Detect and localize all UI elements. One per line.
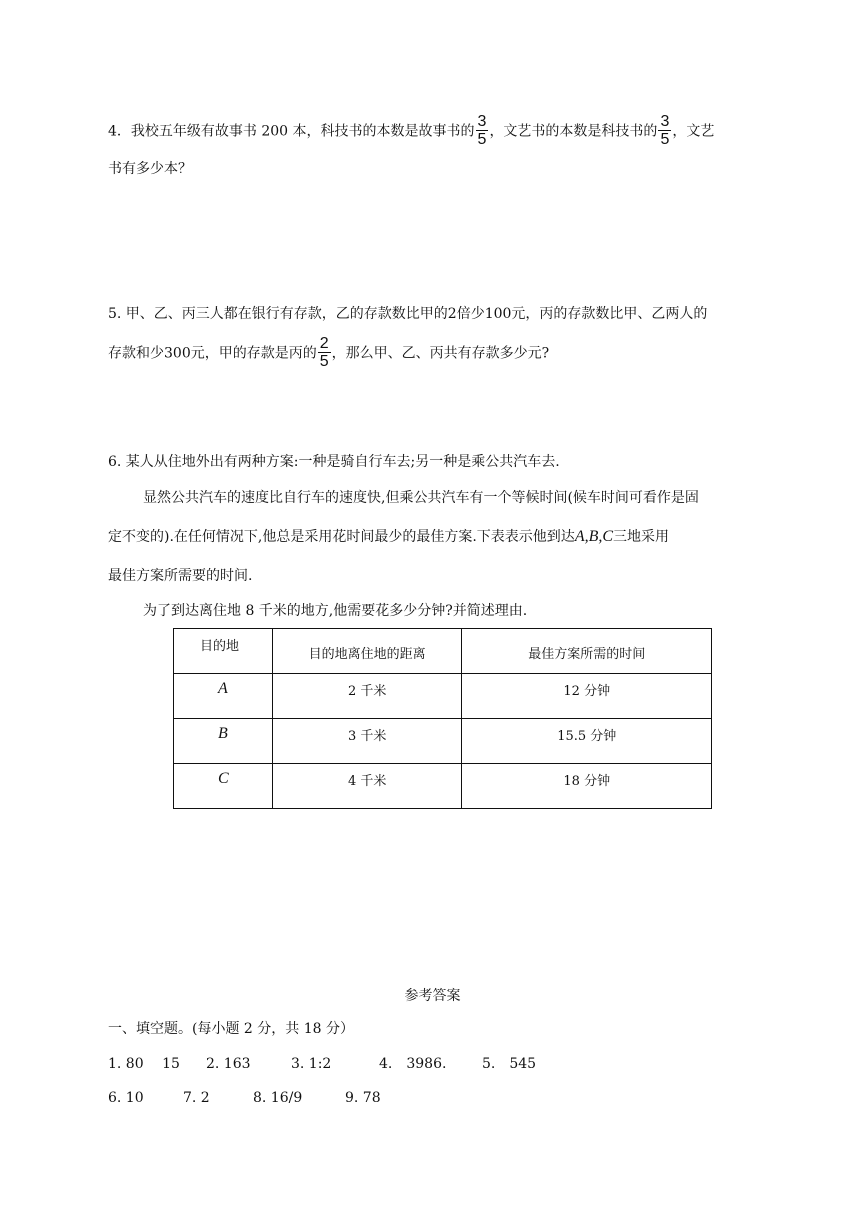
fraction-numerator: 2: [319, 335, 329, 352]
fraction-numerator: 3: [660, 113, 670, 130]
answer-item: 8. 16/9: [253, 1090, 303, 1106]
destination-label: B: [218, 725, 228, 742]
question-4-line-1: [108, 113, 714, 153]
table-cell: [462, 674, 712, 719]
time-value: 15.5 分钟: [557, 729, 617, 744]
answer-item: 5. 545: [482, 1056, 537, 1072]
q4-text-part1: 4．我校五年级有故事书 200 本，科技书的本数是故事书的: [108, 123, 475, 140]
question-6-line-1: 6. 某人从住地外出有两种方案:一种是骑自行车去;另一种是乘公共汽车去.: [108, 454, 560, 470]
answers-section-1-heading: 一、填空题。(每小题 2 分，共 18 分）: [108, 1021, 354, 1037]
answer-item: 9. 78: [345, 1090, 381, 1106]
table-row: [174, 674, 712, 719]
question-4-line-2: 书有多少本？: [108, 161, 192, 177]
fraction-3-5: [476, 113, 489, 148]
time-value: 18 分钟: [563, 774, 611, 789]
fraction-denominator: 5: [660, 131, 670, 148]
fraction-3-5-second: [658, 113, 671, 148]
table-header-cell: [462, 629, 712, 674]
distance-time-table: [173, 628, 712, 809]
fraction-denominator: 5: [477, 131, 487, 148]
table-cell: [174, 674, 273, 719]
table-header-cell: [272, 629, 462, 674]
distance-value: 3 千米: [347, 729, 387, 744]
distance-value: 4 千米: [347, 774, 387, 789]
q6-place-variables: A,B,C: [574, 528, 614, 545]
table-cell: [462, 719, 712, 764]
q5-text-part2: ，那么甲、乙、丙共有存款多少元?: [331, 345, 550, 362]
table-cell: [462, 764, 712, 809]
table-row: [174, 764, 712, 809]
distance-value: 2 千米: [347, 684, 387, 699]
table-cell: [174, 719, 273, 764]
time-value: 12 分钟: [563, 684, 611, 699]
question-6-line-4: 最佳方案所需要的时间.: [108, 568, 253, 584]
fraction-numerator: 3: [477, 113, 487, 130]
header-destination: 目的地: [200, 639, 240, 654]
table-row: [174, 719, 712, 764]
question-6-line-5: 为了到达离住地 8 千米的地方,他需要花多少分钟?并简述理由.: [143, 603, 528, 619]
question-6-line-3: [108, 527, 669, 547]
destination-label: A: [218, 680, 228, 697]
answer-item: 6. 10: [108, 1090, 144, 1106]
answer-item: 2. 163: [206, 1056, 251, 1072]
answer-item: 4. 3986.: [379, 1056, 447, 1072]
answer-item: 3. 1:2: [291, 1056, 332, 1072]
q6-line3-text-b: 三地采用: [613, 529, 670, 545]
fraction-2-5: [318, 335, 331, 370]
q5-text-part1: 存款和少300元，甲的存款是丙的: [108, 345, 317, 362]
header-best-time: 最佳方案所需的时间: [528, 647, 646, 662]
answer-item: 1. 80 15: [108, 1056, 180, 1072]
table-cell: [272, 764, 462, 809]
destination-label: C: [218, 770, 229, 787]
header-distance: 目的地离住地的距离: [308, 647, 426, 662]
table-header-row: [174, 629, 712, 674]
q4-text-part3: ，文艺: [672, 123, 715, 140]
answers-title: 参考答案: [404, 988, 461, 1004]
question-6-line-2: 显然公共汽车的速度比自行车的速度快,但乘公共汽车有一个等候时间(候车时间可看作是固: [143, 490, 699, 506]
question-5-line-1: 5. 甲、乙、丙三人都在银行有存款，乙的存款数比甲的2倍少100元，丙的存款数比甲、乙两人的: [108, 306, 708, 322]
table-cell: [272, 674, 462, 719]
table-header-cell: [174, 629, 273, 674]
fraction-denominator: 5: [319, 353, 329, 370]
table-cell: [174, 764, 273, 809]
answer-item: 7. 2: [183, 1090, 210, 1106]
question-5-line-2: [108, 335, 549, 375]
q6-line3-text-a: 定不变的).在任何情况下,他总是采用花时间最少的最佳方案.下表表示他到达: [108, 529, 575, 545]
table-cell: [272, 719, 462, 764]
q4-text-part2: ，文艺书的本数是科技书的: [489, 123, 658, 140]
